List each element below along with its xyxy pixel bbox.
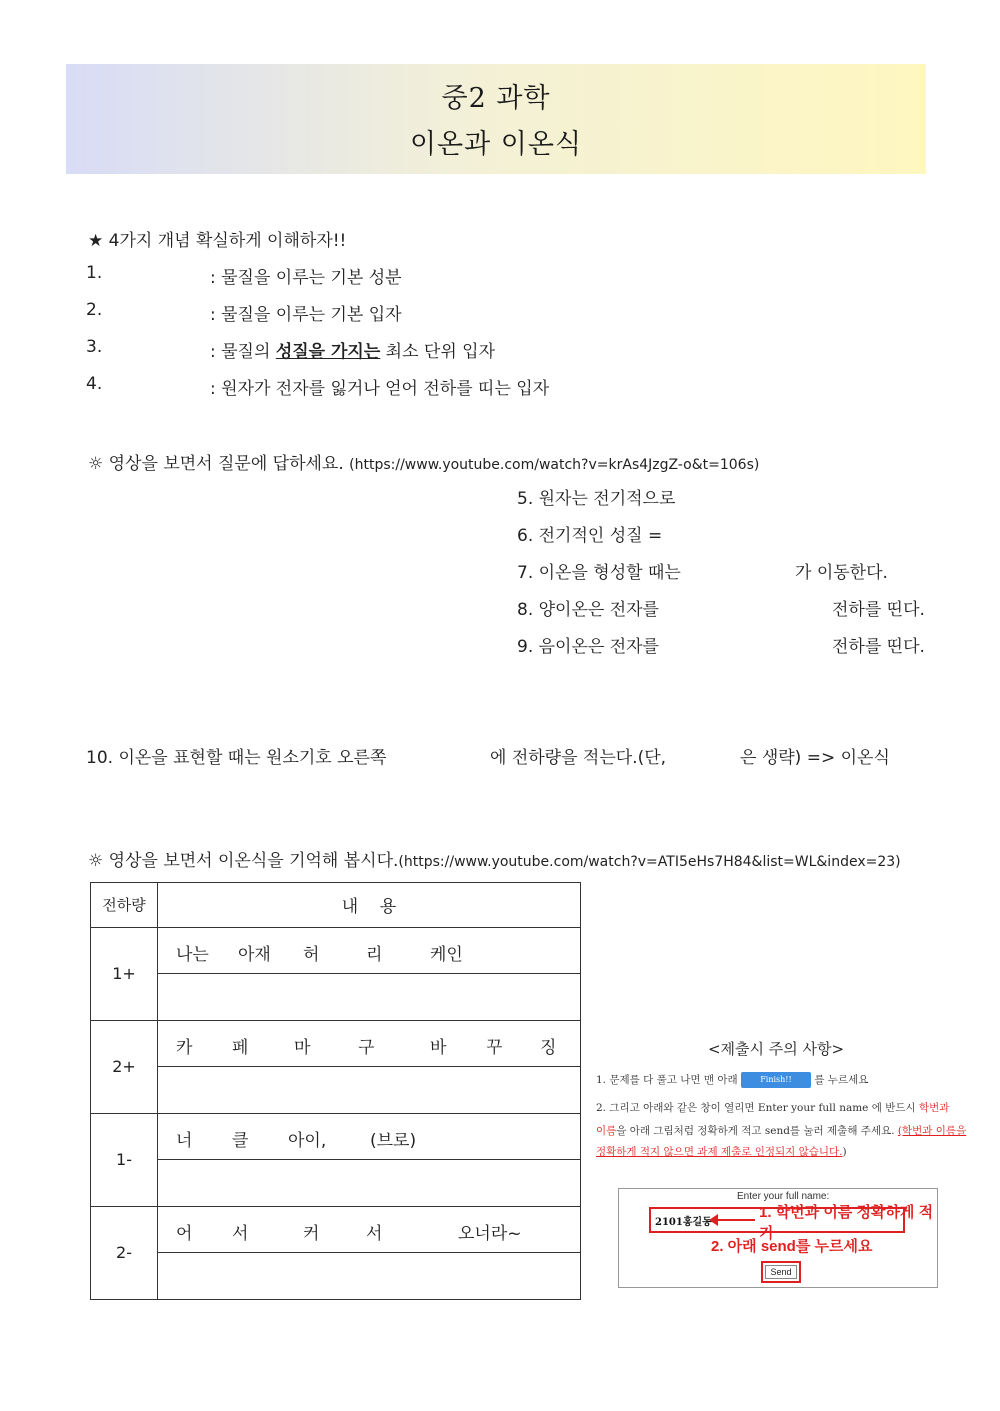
syllable: 어 [176,1223,193,1244]
syllable: 구 [358,1037,375,1058]
send-dialog-screenshot [618,1188,938,1288]
mnemonic-cell [158,927,581,974]
finish-button: Finish!! [741,1072,811,1088]
question-7a: 7. 이온을 형성할 때는 [517,563,681,583]
syllable: 페 [232,1037,249,1058]
answer-cell[interactable] [158,1160,581,1207]
syllable: 나는 [176,944,209,965]
syllable: 케인 [430,944,463,965]
table-row [91,1020,581,1067]
page-title: 이온과 이온식 [409,129,583,160]
table-row-blank [91,1067,581,1114]
video1-prompt-text: ☼ 영상을 보면서 질문에 답하세요. [88,454,344,474]
submission-notice [590,1032,967,1297]
syllable: 카 [176,1037,193,1058]
concepts-intro: ★ 4가지 개념 확실하게 이해하자!! [88,231,347,251]
syllable: 아이, [288,1130,327,1151]
question-10b: 에 전하량을 적는다.(단, [490,748,667,768]
video2-prompt [88,846,901,871]
notice-line-3a: 을 아래 그림처럼 정확하게 적고 send를 눌러 제출해 주세요. [616,1125,895,1137]
arrow-line [715,1219,755,1221]
concept-3-after: 최소 단위 입자 [385,342,496,362]
syllable: 징 [540,1037,557,1058]
step-2-instruction: 2. 아래 send를 누르세요 [711,1238,873,1255]
notice-line-3-red: 이름 [596,1125,617,1137]
mnemonic-cell [158,1020,581,1067]
notice-line-3 [596,1123,966,1138]
table-row [91,1113,581,1160]
question-9b: 전하를 띤다. [832,637,925,657]
concept-text-3 [210,337,495,362]
answer-cell[interactable] [158,1253,581,1300]
table-row [91,927,581,974]
table-row-blank [91,1253,581,1300]
table-row [91,1206,581,1253]
question-8b: 전하를 띤다. [832,600,925,620]
question-7b: 가 이동한다. [795,563,888,583]
video2-prompt-text: ☼ 영상을 보면서 이온식을 기억해 봅시다. [88,851,399,871]
syllable: 꾸 [486,1037,503,1058]
notice-line-2 [596,1100,949,1115]
notice-line-1a: 1. 문제를 다 풀고 나면 맨 아래 [596,1074,738,1086]
concept-num-3: 3. [86,337,103,357]
mnemonic-cell [158,1113,581,1160]
syllable: 아재 [238,944,271,965]
notice-line-4 [596,1144,847,1159]
notice-line-4-red: 정확하게 적지 않으면 과제 제출로 인정되지 않습니다. [596,1146,843,1158]
notice-line-4-end: ) [842,1146,847,1158]
table-row-blank [91,1160,581,1207]
video2-url[interactable]: (https://www.youtube.com/watch?v=ATI5eHs7H84&list=WL&index=23) [398,854,901,870]
video1-prompt [88,449,759,474]
syllable: 허 [303,944,320,965]
concept-num-4: 4. [86,374,103,394]
notice-line-2-red: 학번과 [918,1102,950,1114]
header-charge: 전하량 [91,883,158,928]
syllable: (브로) [370,1130,417,1151]
notice-line-1b: 를 누르세요 [814,1074,869,1086]
answer-cell[interactable] [158,974,581,1021]
concept-num-1: 1. [86,263,103,283]
question-8a: 8. 양이온은 전자를 [517,600,659,620]
notice-line-1 [596,1072,868,1088]
charge-cell: 1+ [91,927,158,1020]
table-header-row [91,883,581,928]
step-1-instruction: 1. 학번과 이름 정확하게 적기 [759,1204,934,1242]
mnemonic-cell [158,1206,581,1253]
syllable: 마 [294,1037,311,1058]
concept-3-emphasis: 성질을 가지는 [275,342,381,362]
video1-url[interactable]: (https://www.youtube.com/watch?v=krAs4JzgZ-o&t=106s) [349,457,760,473]
syllable: 클 [232,1130,249,1151]
answer-cell[interactable] [158,1067,581,1114]
send-label: Send [765,1265,797,1279]
full-name-label: Enter your full name: [737,1191,830,1202]
charge-cell: 2+ [91,1020,158,1113]
concept-text-1: : 물질을 이루는 기본 성분 [210,268,402,288]
syllable: 서 [366,1223,383,1244]
table-row-blank [91,974,581,1021]
concept-text-2: : 물질을 이루는 기본 입자 [210,305,402,325]
charge-cell: 2- [91,1206,158,1299]
ion-mnemonic-table [90,882,581,1300]
notice-line-2a: 2. 그리고 아래와 같은 창이 열리면 Enter your full name 에 반드시 [596,1102,916,1114]
title-banner [66,64,926,174]
syllable: 서 [232,1223,249,1244]
charge-cell: 1- [91,1113,158,1206]
syllable: 리 [366,944,383,965]
question-10c: 은 생략) => 이온식 [740,748,890,768]
syllable: 오너라~ [458,1223,522,1244]
send-button-example [761,1261,801,1283]
question-9a: 9. 음이온은 전자를 [517,637,659,657]
concept-num-2: 2. [86,300,103,320]
question-10a: 10. 이온을 표현할 때는 원소기호 오른쪽 [86,748,387,768]
syllable: 바 [430,1037,447,1058]
question-5: 5. 원자는 전기적으로 [517,489,676,509]
header-content: 내 용 [158,883,581,928]
notice-line-3b: (학번과 이름을 [897,1125,967,1137]
syllable: 너 [176,1130,193,1151]
full-name-example-value: 2101홍길동 [655,1217,712,1228]
concept-text-4: : 원자가 전자를 잃거나 얻어 전하를 띠는 입자 [210,379,550,399]
subject-title: 중2 과학 [441,83,551,114]
syllable: 커 [303,1223,320,1244]
question-6: 6. 전기적인 성질 = [517,526,663,546]
concept-3-before: : 물질의 [210,342,271,362]
notice-title: <제출시 주의 사항> [707,1040,845,1058]
